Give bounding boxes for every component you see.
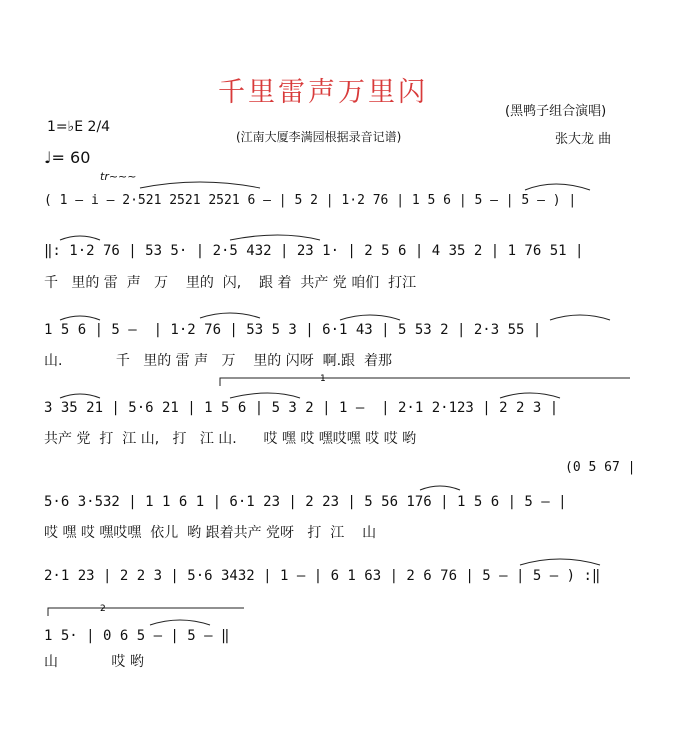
score-line-5: 2·1 23 | 2 2 3 | 5·6 3432 | 1 – | 6 1 63 | 2 6 76 | 5 – | 5 – ) :‖ (44, 568, 601, 584)
intro-line: ( 1 – i – 2·521 2521 2521 6 – | 5 2 | 1·2 76 | 1 5 6 | 5 – | 5 – ) | (44, 193, 577, 208)
performer-note: (黑鸭子组合演唱) (505, 104, 607, 119)
score-line-6: 1 5· | 0 6 5 – | 5 – ‖ (44, 628, 230, 644)
tempo-marking: ♩= 60 (44, 148, 91, 167)
lyric-line-3: 共产 党 打 江 山, 打 江 山. 哎 嘿 哎 嘿哎嘿 哎 哎 哟 (44, 431, 417, 447)
volta-1-label: 1 (320, 374, 326, 384)
score-line-3: 3 35 21 | 5·6 21 | 1 5 6 | 5 3 2 | 1 – | 2·1 2·123 | 2 2 3 | (44, 400, 559, 416)
key-signature: 1=♭E 2/4 (47, 119, 111, 135)
source-note: (江南大厦李满园根据录音记谱) (236, 130, 402, 144)
lyric-line-4: 哎 嘿 哎 嘿哎嘿 依儿 哟 跟着共产 党呀 打 江 山 (44, 525, 377, 541)
score-line-2: 1 5 6 | 5 – | 1·2 76 | 53 5 3 | 6·1 43 | 5 53 2 | 2·3 55 | (44, 322, 542, 338)
score-line-1: ‖: 1·2 76 | 53 5· | 2·5 432 | 23 1· | 2 5 6 | 4 35 2 | 1 76 51 | (44, 243, 584, 259)
lyric-line-6: 山 哎 哟 (44, 654, 144, 670)
volta-2-label: 2 (100, 604, 106, 614)
score-line-4: 5·6 3·532 | 1 1 6 1 | 6·1 23 | 2 23 | 5 56 176 | 1 5 6 | 5 – | (44, 494, 567, 510)
composer-credit: 张大龙 曲 (555, 132, 612, 147)
lyric-line-2: 山. 千 里的 雷 声 万 里的 闪呀 啊.跟 着那 (44, 353, 392, 369)
trill-ornament: tr~~~ (100, 170, 137, 183)
lyric-line-1: 千 里的 雷 声 万 里的 闪, 跟 着 共产 党 咱们 打江 (44, 275, 417, 291)
score-line-pickup: (0 5 67 | (565, 460, 636, 475)
song-title: 千里雷声万里闪 (218, 77, 428, 108)
